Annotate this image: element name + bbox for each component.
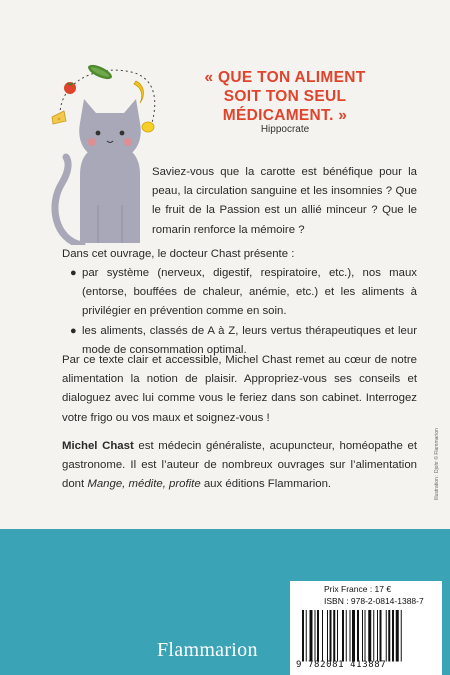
author-bio: est médecin généraliste, acupuncteur, homéopathe et gastronome. Il est l’auteur de nombreux ouvrages sur l’alimentation dont [62,440,417,491]
lead-paragraph: Dans cet ouvrage, le docteur Chast présente : [62,248,295,260]
barcode-number: 9 782081 413887 [296,660,387,670]
cat-illustration [40,55,170,245]
cucumber-icon [86,62,114,82]
price-label: Prix France : 17 € [324,584,392,594]
bullet-icon: ● [70,267,77,279]
isbn-label: ISBN : 978-2-0814-1388-7 [324,596,424,606]
author-end: aux éditions Flammarion. [200,478,332,491]
author-name: Michel Chast [62,440,134,452]
book-title: Mange, médite, profite [87,478,201,491]
quote-line-1: « QUE TON ALIMENT [204,69,366,86]
barcode-icon [300,610,436,666]
author-paragraph [62,437,417,495]
quote-line-2: SOIT TON SEUL [223,88,347,105]
cheese-icon [52,111,66,124]
intro-paragraph: Saviez-vous que la carotte est bénéfique pour la peau, la circulation sanguine et les insomnies ? Que le fruit de la Passion est un allié minceur ? Que le romarin renforce la mémoire ? [152,166,417,236]
tomato-icon [64,82,76,94]
publisher-logo: Flammarion [157,639,258,661]
quote-attribution: Hippocrate [260,124,310,135]
quote-line-3: MÉDICAMENT. » [222,107,348,124]
bullet-text-2: les aliments, classés de A à Z, leurs vertus thérapeutiques et leur mode de consommation optimal. [82,325,417,357]
body-paragraph: Par ce texte clair et accessible, Michel Chast remet au cœur de notre alimentation la notion de plaisir. Appropriez-vous ses conseils et dialoguez avec lui comme vous le feriez dans son cabinet. Interrogez votre frigo ou vos maux et soignez-vous ! [62,354,417,424]
pull-quote [160,68,410,125]
bullet-icon: ● [70,325,77,337]
lemon-icon [142,122,154,132]
bullet-text-1: par système (nerveux, digestif, respiratoire, etc.), nos maux (entorse, bouffées de chaleur, anémie, etc.) et les aliments à privilégier en prévention comme en soin. [82,267,417,318]
illustration-credit: Illustration : Djohr © Flammarion [434,428,440,500]
